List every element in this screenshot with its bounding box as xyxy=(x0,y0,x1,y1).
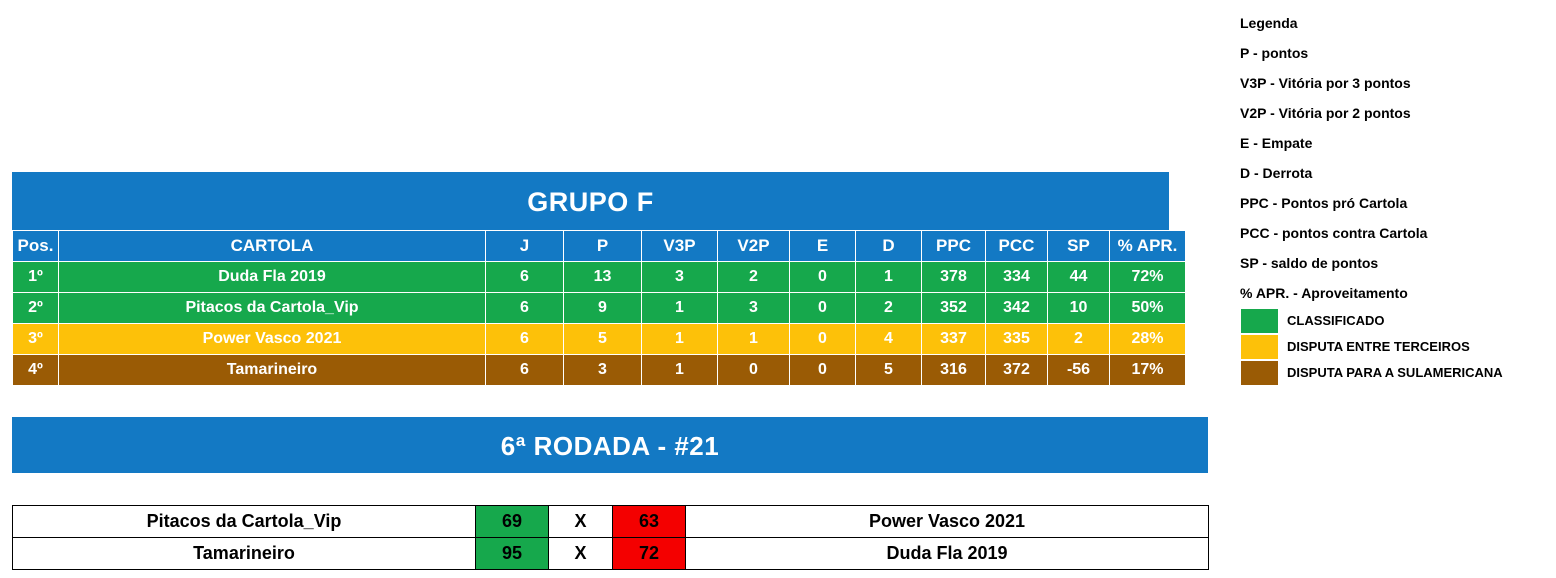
cell-e: 0 xyxy=(790,293,856,324)
cell-j: 6 xyxy=(486,262,564,293)
cell-v3p: 3 xyxy=(642,262,718,293)
cell-sp: -56 xyxy=(1048,355,1110,386)
legend-block xyxy=(1240,8,1550,386)
table-row xyxy=(13,293,1186,324)
cell-pos: 1º xyxy=(13,262,59,293)
legend-line-pcc: PCC - pontos contra Cartola xyxy=(1240,225,1428,241)
cell-sp: 2 xyxy=(1048,324,1110,355)
table-row xyxy=(13,262,1186,293)
cell-cartola: Pitacos da Cartola_Vip xyxy=(59,293,486,324)
color-swatch-brown-icon xyxy=(1240,360,1279,386)
column-header-ppc: PPC xyxy=(922,231,986,262)
cell-pcc: 342 xyxy=(986,293,1048,324)
cell-v2p: 3 xyxy=(718,293,790,324)
match-separator: X xyxy=(549,538,613,570)
cell-apr: 17% xyxy=(1110,355,1186,386)
match-home-team: Pitacos da Cartola_Vip xyxy=(13,506,476,538)
column-header-p: P xyxy=(564,231,642,262)
cell-e: 0 xyxy=(790,355,856,386)
legend-line-apr: % APR. - Aproveitamento xyxy=(1240,285,1408,301)
cell-p: 5 xyxy=(564,324,642,355)
cell-j: 6 xyxy=(486,324,564,355)
match-home-score: 69 xyxy=(476,506,549,538)
column-header-pcc: PCC xyxy=(986,231,1048,262)
cell-sp: 44 xyxy=(1048,262,1110,293)
cell-e: 0 xyxy=(790,262,856,293)
cell-v2p: 0 xyxy=(718,355,790,386)
standings-header-row xyxy=(13,231,1186,262)
match-row xyxy=(13,538,1209,570)
cell-pos: 2º xyxy=(13,293,59,324)
legend-line-v2p: V2P - Vitória por 2 pontos xyxy=(1240,105,1411,121)
column-header-j: J xyxy=(486,231,564,262)
standings-block xyxy=(12,172,1178,386)
cell-p: 3 xyxy=(564,355,642,386)
legend-line-d: D - Derrota xyxy=(1240,165,1313,181)
cell-ppc: 337 xyxy=(922,324,986,355)
column-header-d: D xyxy=(856,231,922,262)
table-row xyxy=(13,324,1186,355)
round-block xyxy=(12,417,1208,473)
column-header-v3p: V3P xyxy=(642,231,718,262)
standings-table xyxy=(12,230,1186,386)
cell-p: 13 xyxy=(564,262,642,293)
legend-swatch-label: DISPUTA PARA A SULAMERICANA xyxy=(1287,365,1503,380)
cell-pos: 4º xyxy=(13,355,59,386)
color-swatch-yellow-icon xyxy=(1240,334,1279,360)
legend-line-sp: SP - saldo de pontos xyxy=(1240,255,1379,271)
cell-pcc: 372 xyxy=(986,355,1048,386)
group-title: GRUPO F xyxy=(12,172,1169,230)
cell-apr: 50% xyxy=(1110,293,1186,324)
cell-v2p: 2 xyxy=(718,262,790,293)
match-home-team: Tamarineiro xyxy=(13,538,476,570)
cell-apr: 72% xyxy=(1110,262,1186,293)
cell-ppc: 378 xyxy=(922,262,986,293)
table-row xyxy=(13,355,1186,386)
match-home-score: 95 xyxy=(476,538,549,570)
match-away-team: Power Vasco 2021 xyxy=(686,506,1209,538)
column-header-v2p: V2P xyxy=(718,231,790,262)
cell-j: 6 xyxy=(486,293,564,324)
cell-sp: 10 xyxy=(1048,293,1110,324)
cell-d: 2 xyxy=(856,293,922,324)
legend-line-e: E - Empate xyxy=(1240,135,1313,151)
legend-line-p: P - pontos xyxy=(1240,45,1309,61)
color-swatch-green-icon xyxy=(1240,308,1279,334)
cell-d: 1 xyxy=(856,262,922,293)
match-away-score: 63 xyxy=(613,506,686,538)
legend-title: Legenda xyxy=(1240,15,1298,31)
cell-d: 5 xyxy=(856,355,922,386)
cell-d: 4 xyxy=(856,324,922,355)
cell-pcc: 334 xyxy=(986,262,1048,293)
round-title: 6ª RODADA - #21 xyxy=(12,417,1208,473)
cell-e: 0 xyxy=(790,324,856,355)
legend-swatch-classificado xyxy=(1240,308,1550,333)
match-row xyxy=(13,506,1209,538)
legend-swatch-terceiros xyxy=(1240,334,1550,359)
cell-v3p: 1 xyxy=(642,293,718,324)
legend-swatch-label: CLASSIFICADO xyxy=(1287,313,1385,328)
cell-v2p: 1 xyxy=(718,324,790,355)
cell-apr: 28% xyxy=(1110,324,1186,355)
cell-p: 9 xyxy=(564,293,642,324)
matches-block xyxy=(12,505,1208,570)
matches-table xyxy=(12,505,1209,570)
column-header-pos: Pos. xyxy=(13,231,59,262)
cell-cartola: Power Vasco 2021 xyxy=(59,324,486,355)
cell-ppc: 316 xyxy=(922,355,986,386)
column-header-cartola: CARTOLA xyxy=(59,231,486,262)
cell-v3p: 1 xyxy=(642,324,718,355)
column-header-apr: % APR. xyxy=(1110,231,1186,262)
legend-line-v3p: V3P - Vitória por 3 pontos xyxy=(1240,75,1411,91)
cell-cartola: Duda Fla 2019 xyxy=(59,262,486,293)
legend-swatch-label: DISPUTA ENTRE TERCEIROS xyxy=(1287,339,1470,354)
cell-ppc: 352 xyxy=(922,293,986,324)
match-separator: X xyxy=(549,506,613,538)
cell-j: 6 xyxy=(486,355,564,386)
match-away-team: Duda Fla 2019 xyxy=(686,538,1209,570)
column-header-e: E xyxy=(790,231,856,262)
legend-swatch-sulamericana xyxy=(1240,360,1550,385)
cell-pos: 3º xyxy=(13,324,59,355)
legend-line-ppc: PPC - Pontos pró Cartola xyxy=(1240,195,1408,211)
cell-pcc: 335 xyxy=(986,324,1048,355)
column-header-sp: SP xyxy=(1048,231,1110,262)
cell-v3p: 1 xyxy=(642,355,718,386)
cell-cartola: Tamarineiro xyxy=(59,355,486,386)
match-away-score: 72 xyxy=(613,538,686,570)
